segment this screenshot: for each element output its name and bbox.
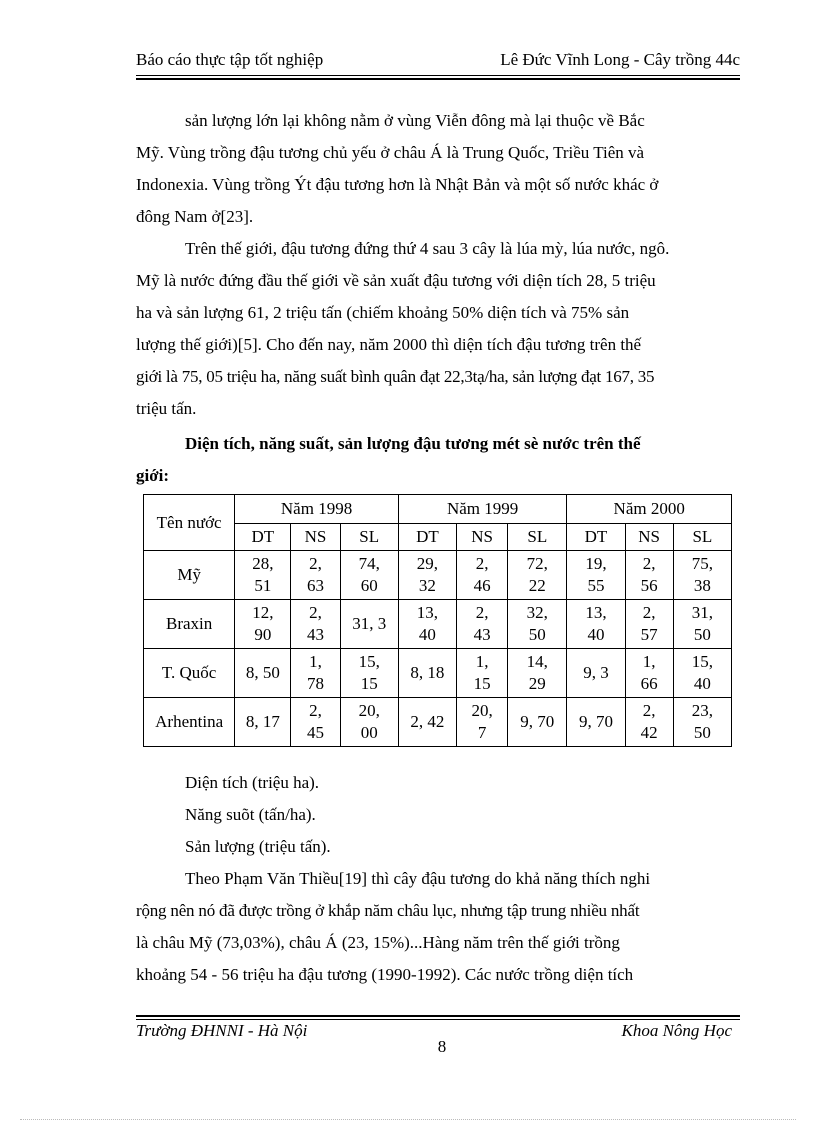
table-row [144,698,732,747]
paragraph-1 [136,105,739,233]
text-line: là châu Mỹ (73,03%), châu Á (23, 15%)...Hàng năm trên thế giới trồng [136,933,620,952]
value-cell: 1, 78 [291,649,340,698]
country-cell: Braxin [144,600,235,649]
unit-legend [185,767,331,863]
legend-item: Sản lượng (triệu tấn). [185,837,331,856]
year-header-1998: Năm 1998 [235,495,399,524]
value-cell: 9, 3 [567,649,625,698]
year-header-1999: Năm 1999 [398,495,567,524]
footer-rule-thin [136,1019,740,1020]
sub-header-cell: DT [398,524,456,551]
value-cell: 28, 51 [235,551,291,600]
value-cell: 2, 57 [625,600,673,649]
text-line: rộng nên nó đã được trồng ở khắp năm châu lục, nhưng tập trung nhiều nhất [136,901,640,920]
value-cell: 1, 15 [457,649,508,698]
country-header-cell: Tên nước [144,495,235,551]
value-cell: 13, 40 [398,600,456,649]
country-cell: T. Quốc [144,649,235,698]
value-cell: 2, 43 [291,600,340,649]
page-header [136,48,740,74]
value-cell: 15, 40 [673,649,731,698]
sub-header-cell: SL [340,524,398,551]
value-cell: 74, 60 [340,551,398,600]
value-cell: 13, 40 [567,600,625,649]
header-rule-thick [136,78,740,80]
value-cell: 19, 55 [567,551,625,600]
value-cell: 72, 22 [508,551,567,600]
text-line: đông Nam ở[23]. [136,207,254,226]
value-cell: 2, 43 [457,600,508,649]
text-line: Theo Phạm Văn Thiều[19] thì cây đậu tương do khả năng thích nghi [185,869,651,888]
value-cell: 32, 50 [508,600,567,649]
year-header-2000: Năm 2000 [567,495,732,524]
soybean-data-table [143,494,732,747]
text-line: lượng thế giới)[5]. Cho đến nay, năm 2000 thì diện tích đậu tương trên thế [136,335,642,354]
value-cell: 31, 3 [340,600,398,649]
value-cell: 15, 15 [340,649,398,698]
value-cell: 9, 70 [567,698,625,747]
text-line: Indonexia. Vùng trồng Ýt đậu tương hơn là Nhật Bản và một số nước khác ở [136,175,659,194]
table-title [136,428,739,492]
value-cell: 2, 63 [291,551,340,600]
table-body [144,551,732,747]
table-title-line: Diện tích, năng suất, sản lượng đậu tương mét sè nước trên thế [185,434,641,453]
text-line: Trên thế giới, đậu tương đứng thứ 4 sau 3 cây là lúa mỳ, lúa nước, ngô. [185,239,670,258]
text-line: ha và sản lượng 61, 2 triệu tấn (chiếm khoảng 50% diện tích và 75% sản [136,303,630,322]
value-cell: 23, 50 [673,698,731,747]
value-cell: 2, 42 [398,698,456,747]
text-line: sản lượng lớn lại không nằm ở vùng Viễn đông mà lại thuộc về Bắc [185,111,645,130]
country-cell: Mỹ [144,551,235,600]
sub-header-cell: NS [625,524,673,551]
table-row [144,649,732,698]
legend-item: Năng suõt (tấn/ha). [185,805,316,824]
sub-header-cell: SL [508,524,567,551]
footer-faculty: Khoa Nông Học [621,1021,732,1040]
country-cell: Arhentina [144,698,235,747]
header-rule-thin [136,75,740,76]
value-cell: 75, 38 [673,551,731,600]
value-cell: 29, 32 [398,551,456,600]
sub-header-cell: NS [457,524,508,551]
page-bottom-dotted-line [20,1119,796,1120]
table-row [144,600,732,649]
value-cell: 12, 90 [235,600,291,649]
sub-header-cell: SL [673,524,731,551]
value-cell: 31, 50 [673,600,731,649]
value-cell: 8, 17 [235,698,291,747]
sub-header-cell: DT [235,524,291,551]
header-author: Lê Đức Vĩnh Long - Cây trồng 44c [500,50,740,69]
footer-rule-thick [136,1015,740,1017]
text-line: khoảng 54 - 56 triệu ha đậu tương (1990-1992). Các nước trồng diện tích [136,965,634,984]
value-cell: 2, 46 [457,551,508,600]
value-cell: 1, 66 [625,649,673,698]
text-line: Mỹ. Vùng trồng đậu tương chủ yếu ở châu Á là Trung Quốc, Triều Tiên và [136,143,645,162]
value-cell: 14, 29 [508,649,567,698]
value-cell: 2, 42 [625,698,673,747]
legend-item: Diện tích (triệu ha). [185,773,320,792]
sub-header-cell: DT [567,524,625,551]
value-cell: 20, 00 [340,698,398,747]
value-cell: 8, 18 [398,649,456,698]
page-number: 8 [437,1037,447,1056]
value-cell: 2, 45 [291,698,340,747]
text-line: Mỹ là nước đứng đầu thế giới về sản xuất đậu tương với diện tích 28, 5 triệu [136,271,656,290]
text-line: giới là 75, 05 triệu ha, năng suất bình quân đạt 22,3tạ/ha, sản lượng đạt 167, 35 [136,367,655,386]
value-cell: 20, 7 [457,698,508,747]
table-row [144,551,732,600]
table-title-line: giới: [136,466,170,485]
paragraph-2 [136,233,739,425]
header-report-title: Báo cáo thực tập tốt nghiệp [136,50,324,69]
value-cell: 8, 50 [235,649,291,698]
value-cell: 9, 70 [508,698,567,747]
footer-university: Trường ĐHNNI - Hà Nội [136,1021,308,1040]
paragraph-3 [136,863,739,991]
sub-header-cell: NS [291,524,340,551]
value-cell: 2, 56 [625,551,673,600]
text-line: triệu tấn. [136,399,197,418]
